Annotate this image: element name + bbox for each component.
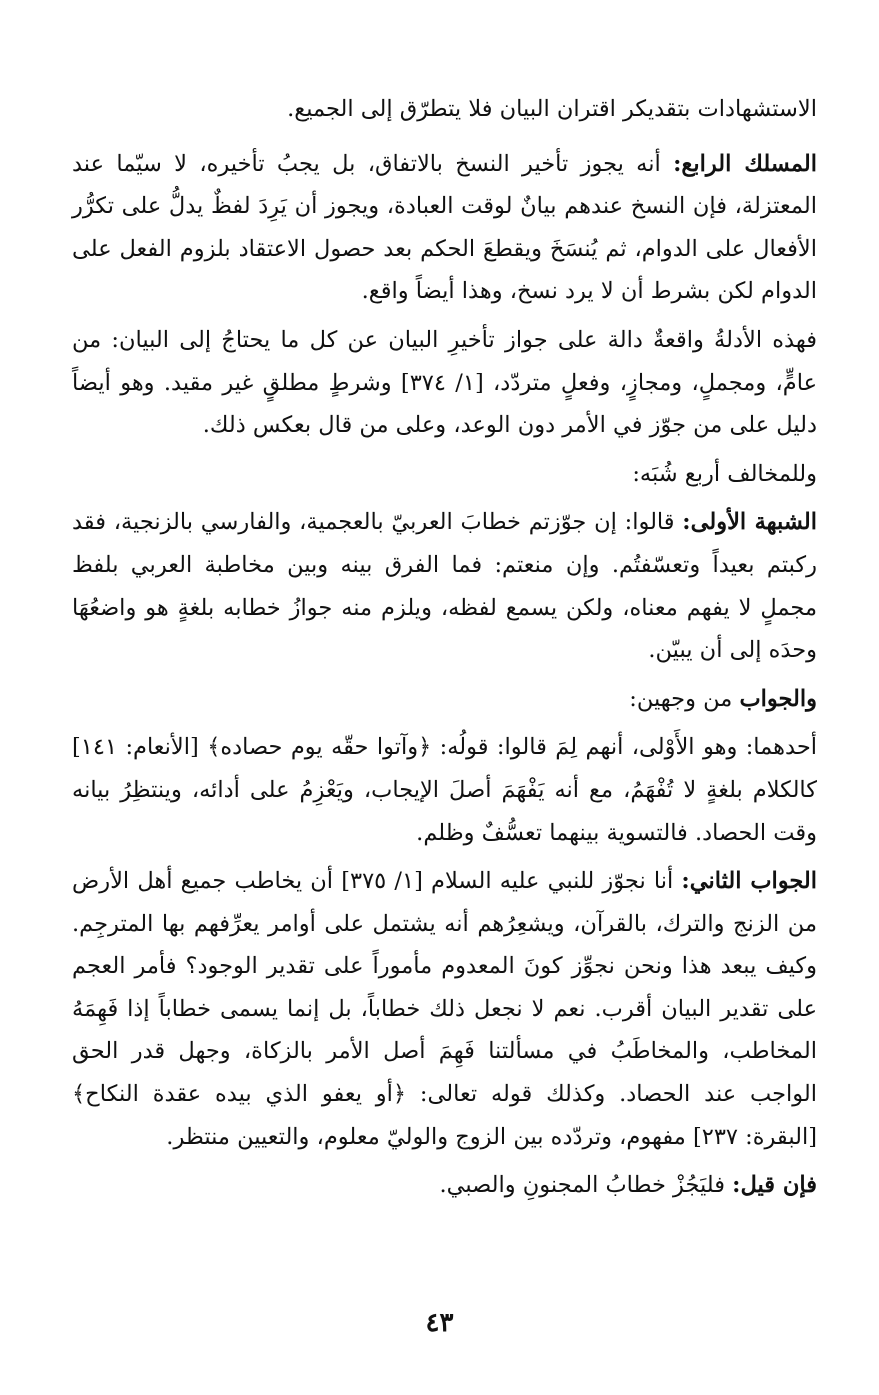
paragraph-first-objection [72,501,817,671]
paragraph-text: فهذه الأدلةُ واقعةٌ دالة على جواز تأخيرِ البيان عن كل ما يحتاجُ إلى البيان: من عامٍّ، ومجملٍ، ومجازٍ، وفعلٍ متردّد، [١/ ٣٧٤] وشرطٍ مطلقٍ غير مقيد. وهو أيضاً دليل على من جوّز في الأمر دون الوعد، وعلى من قال بعكس ذلك. [72,326,818,439]
paragraph-text: فليَجُزْ خطابُ المجنونِ والصبي. [439,1172,733,1199]
paragraph-heading: فإن قيل: [732,1172,817,1199]
paragraph-second-answer [72,860,817,1158]
paragraph-continuation [72,88,817,131]
paragraph-heading: الشبهة الأولى: [682,509,817,536]
paragraph-text: الاستشهادات بتقديكر اقتران البيان فلا يتطرّق إلى الجميع. [287,96,817,122]
paragraph-answer-intro [72,678,817,721]
paragraph-text: أنه يجوز تأخير النسخ بالاتفاق، بل يجبُ تأخيره، لا سيّما عند المعتزلة، فإن النسخ عندهم بيانٌ لوقت العبادة، ويجوز أن يَرِدَ لفظٌ يدلُّ على تكرُّر الأفعال على الدوام، ثم يُنسَخَ ويقطعَ الحكم بعد حصول الاعتقاد بلزوم الفعل على الدوام لكن بشرط أن لا يرد نسخ، وهذا أيضاً واقع. [72,150,817,305]
paragraph-text: وللمخالف أربع شُبَه: [632,460,817,487]
paragraph-evidence-summary [72,319,817,447]
paragraph-heading: والجواب [739,685,817,712]
paragraph-text: قالوا: إن جوّزتم خطابَ العربيّ بالعجمية، والفارسي بالزنجية، فقد ركبتم بعيداً وتعسّفتُم. وإن منعتم: فما الفرق بينه وبين مخاطبة العربي بلفظ مجملٍ لا يفهم معناه، ولكن يسمع لفظه، ويلزم منه جوازُ خطابه بلغةٍ هو واضعُهَا وحدَه إلى أن يبيّن. [72,509,817,664]
paragraph-fourth-path [72,143,817,313]
page-body [72,88,817,1213]
paragraph-heading: المسلك الرابع: [673,150,817,177]
paragraph-if-said [72,1164,817,1207]
paragraph-text: أحدهما: وهو الأَوْلى، أنهم لِمَ قالوا: قولُه: ﴿وآتوا حقّه يوم حصاده﴾ [الأنعام: ١٤١] كالكلام بلغةٍ لا تُفْهَمُ، مع أنه يَفْهَمَ أصلَ الإيجاب، ويَعْزِمُ على أدائه، وينتظِرُ بيانه وقت الحصاد. فالتسوية بينهما تعسُّفٌ وظلم. [72,734,817,846]
paragraph-first-answer [72,726,817,854]
paragraph-text: من وجهين: [629,685,740,712]
page-number: ٤٣ [425,1308,454,1338]
paragraph-objections-intro [72,453,817,496]
paragraph-text: أنا نجوّز للنبي عليه السلام [١/ ٣٧٥] أن يخاطب جميع أهل الأرض من الزنج والترك، بالقرآن، ويشعِرُهم أنه يشتمل على أوامر يعرِّفهم بها المترجِم. وكيف يبعد هذا ونحن نجوِّز كونَ المعدوم مأموراً على تقدير الوجود؟ فأمر العجم على تقدير البيان أقرب. نعم لا نجعل ذلك خطاباً، بل إنما يسمى خطاباً إذا فَهِمَهُ المخاطب، والمخاطَبُ في مسألتنا فَهِمَ أصل الأمر بالزكاة، وجهل قدر الحق الواجب عند الحصاد. وكذلك قوله تعالى: ﴿أو يعفو الذي بيده عقدة النكاح﴾ [البقرة: ٢٣٧] مفهوم، وتردّده بين الزوج والوليّ معلوم، والتعيين منتظر. [72,868,817,1150]
paragraph-heading: الجواب الثاني: [681,868,818,895]
